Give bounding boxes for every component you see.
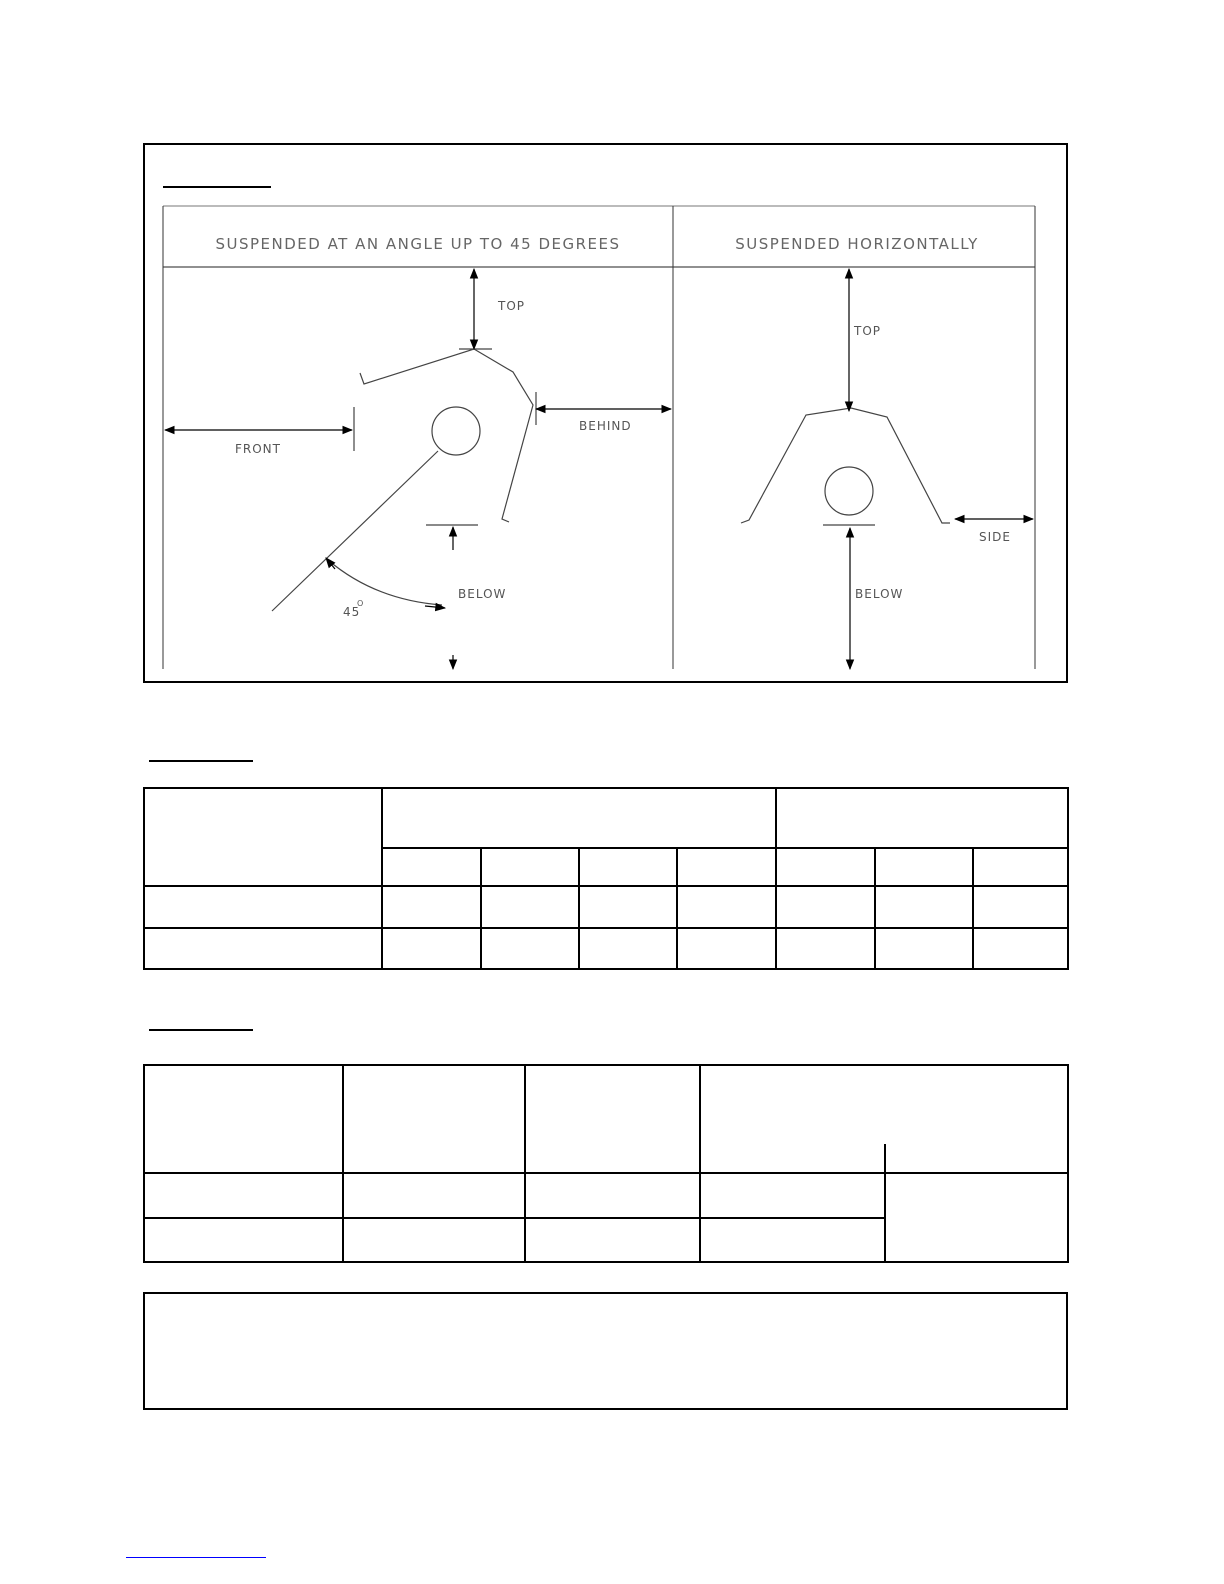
table2-row-line — [145, 1172, 1067, 1174]
angled-heater-drawing — [272, 349, 536, 611]
label-side: SIDE — [979, 530, 1011, 544]
diagram-header-grid — [163, 206, 1035, 669]
panel-left-title: SUSPENDED AT AN ANGLE UP TO 45 DEGREES — [215, 235, 621, 253]
horizontal-heater-drawing — [741, 408, 950, 525]
table1-row-line — [145, 927, 1067, 929]
section-3-heading-underline — [149, 1029, 253, 1031]
table2-col-divider — [884, 1144, 886, 1261]
footer-link-underline[interactable] — [126, 1557, 266, 1558]
table1-row-line — [145, 885, 1067, 887]
section-2-heading-underline — [149, 760, 253, 762]
label-behind: BEHIND — [579, 419, 632, 433]
label-below-left: BELOW — [458, 587, 507, 601]
label-angle-unit: O — [357, 599, 365, 608]
table1-subheader-line — [381, 847, 1067, 849]
table2-col-divider — [699, 1066, 701, 1261]
label-top-left: TOP — [498, 299, 526, 313]
table1-subcol-divider — [972, 847, 974, 968]
clearance-diagram-box — [143, 143, 1068, 683]
angle-arrow-start — [326, 558, 335, 569]
label-front: FRONT — [235, 442, 281, 456]
clearance-table — [143, 787, 1069, 970]
clearance-diagram — [145, 145, 1066, 681]
table1-subcol-divider — [874, 847, 876, 968]
angle-arrow-end — [425, 606, 445, 608]
label-angle: 45 — [343, 605, 361, 619]
table1-subcol-divider — [480, 847, 482, 968]
table1-col-divider — [775, 789, 777, 968]
angled-heater-dimensions — [165, 269, 671, 669]
table1-subcol-divider — [676, 847, 678, 968]
table2-col-divider — [342, 1066, 344, 1261]
specification-table — [143, 1064, 1069, 1263]
label-below-right: BELOW — [855, 587, 904, 601]
table1-subcol-divider — [578, 847, 580, 968]
note-box — [143, 1292, 1068, 1410]
table2-row-line — [145, 1217, 886, 1219]
table2-col-divider — [524, 1066, 526, 1261]
panel-right-title: SUSPENDED HORIZONTALLY — [735, 235, 979, 253]
table1-col-divider — [381, 789, 383, 968]
label-top-right: TOP — [854, 324, 882, 338]
